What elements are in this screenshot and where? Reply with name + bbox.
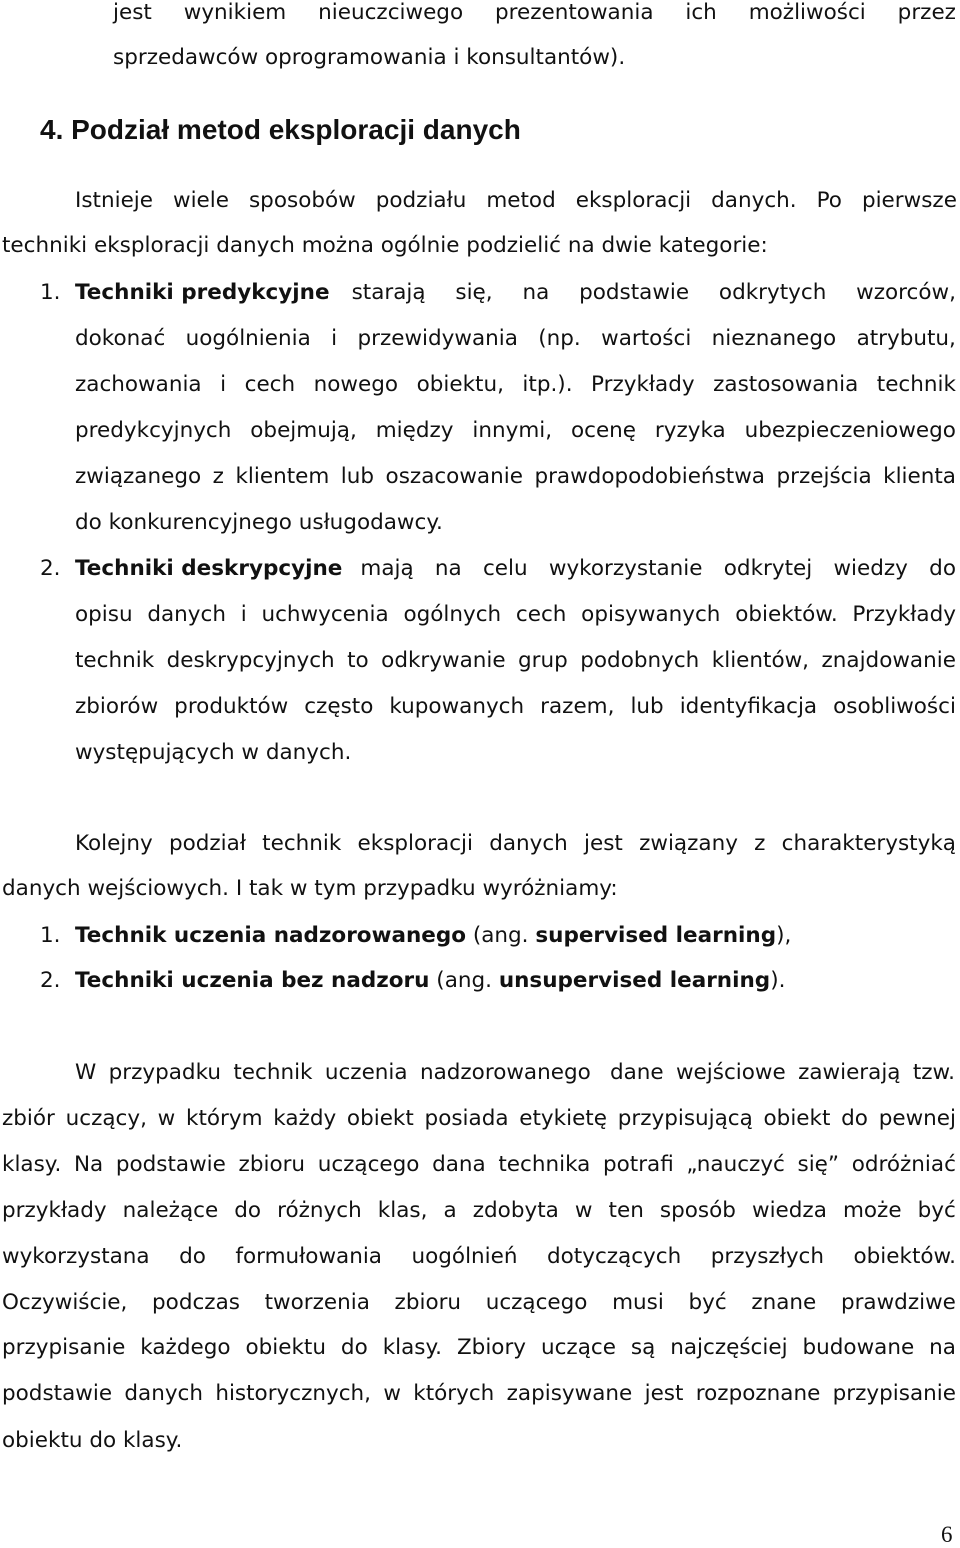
para1-line-1	[75, 190, 957, 212]
word: w	[383, 1381, 401, 1406]
word: a	[443, 1198, 457, 1223]
word: celu	[482, 556, 528, 581]
para3-line-5	[2, 1246, 956, 1268]
word: odkrywanie	[381, 648, 506, 673]
word: przejścia	[776, 464, 872, 489]
word: opisu	[75, 602, 133, 627]
page-number: 6	[941, 1522, 953, 1547]
item2-line-2	[75, 604, 956, 626]
word: klientem	[235, 464, 330, 489]
item2-line-1-rest	[360, 558, 956, 580]
word: technik	[262, 831, 342, 856]
word: uogólnień	[411, 1244, 518, 1269]
word: podstawie	[2, 1381, 113, 1406]
word: nowego	[313, 372, 399, 397]
word: prawdziwe	[840, 1290, 956, 1315]
word: podobnych	[580, 648, 700, 673]
word: Po	[816, 188, 842, 213]
word: sposób	[659, 1198, 736, 1223]
word: itp.).	[522, 372, 573, 397]
word: może	[842, 1198, 902, 1223]
word: zbioru	[394, 1290, 462, 1315]
word: formułowania	[235, 1244, 382, 1269]
word: ich	[685, 0, 717, 25]
word: (np.	[538, 326, 581, 351]
word: technik	[876, 372, 956, 397]
item1-line-3	[75, 374, 956, 396]
list2-item1-english: supervised learning	[535, 923, 777, 948]
section-heading: 4. Podział metod eksploracji danych	[40, 114, 521, 145]
word: do	[234, 1198, 262, 1223]
word: zbioru	[238, 1152, 306, 1177]
word: podczas	[152, 1290, 240, 1315]
word: dana	[432, 1152, 486, 1177]
word: na	[929, 1335, 956, 1360]
word: zachowania	[75, 372, 202, 397]
item1-line-5	[75, 466, 956, 488]
word: Przykłady	[591, 372, 695, 397]
word: „nauczyć	[686, 1152, 785, 1177]
word: wiedzy	[833, 556, 908, 581]
word: przez	[897, 0, 956, 25]
word: podziału	[375, 188, 467, 213]
word: wynikiem	[183, 0, 287, 25]
word: nieznanego	[711, 326, 837, 351]
word: między	[375, 418, 454, 443]
word: danych.	[711, 188, 797, 213]
word: podstawie	[579, 280, 690, 305]
word: nieuczciwego	[318, 0, 464, 25]
word: podział	[168, 831, 246, 856]
para3-line-4	[2, 1200, 956, 1222]
list2-item2-end: ).	[770, 968, 786, 993]
word: obiektu	[245, 1335, 326, 1360]
word: odróżniać	[851, 1152, 956, 1177]
para2-line-1	[75, 833, 956, 855]
word: rozpoznane	[695, 1381, 821, 1406]
word: cech	[515, 602, 567, 627]
list2-item1-number: 1.	[40, 923, 61, 948]
list2-item1	[75, 925, 791, 947]
word: W	[75, 1060, 97, 1085]
list2-item1-end: ),	[776, 923, 792, 948]
word: potrafi	[602, 1152, 674, 1177]
word: posiada	[424, 1106, 509, 1131]
word: zastosowania	[713, 372, 859, 397]
word: obejmują,	[250, 418, 357, 443]
word: lub	[340, 464, 375, 489]
word: zbiorów	[75, 694, 159, 719]
word: cech	[244, 372, 296, 397]
word: do	[841, 1106, 868, 1131]
intro-line-2: sprzedawców oprogramowania i konsultantów).	[113, 45, 626, 70]
word: znane	[751, 1290, 817, 1315]
word: musi	[612, 1290, 664, 1315]
word: i	[240, 602, 247, 627]
para3-line-3	[2, 1154, 956, 1176]
para3-line-2	[2, 1108, 956, 1130]
word: kupowanych	[389, 694, 525, 719]
word: klas,	[377, 1198, 428, 1223]
word: obiekt	[346, 1106, 414, 1131]
word: przypadku	[108, 1060, 221, 1085]
word: wejściowe	[675, 1060, 786, 1085]
item1-line-1	[75, 282, 956, 304]
word: identyfikacja	[679, 694, 818, 719]
word: są	[630, 1335, 656, 1360]
word: ogólnych	[403, 602, 502, 627]
word: i	[220, 372, 227, 397]
word: atrybutu,	[856, 326, 956, 351]
item2-number: 2.	[40, 556, 61, 581]
word: Oczywiście,	[2, 1290, 128, 1315]
word: danych	[124, 1381, 203, 1406]
word: uczący,	[65, 1106, 147, 1131]
word: produktów	[174, 694, 289, 719]
word: danych	[147, 602, 226, 627]
word: na	[434, 556, 462, 581]
word: klasy.	[2, 1152, 62, 1177]
word: pewnej	[878, 1106, 956, 1131]
word: etykietę	[519, 1106, 607, 1131]
word: obiektów.	[853, 1244, 956, 1269]
word: do	[340, 1335, 368, 1360]
word: możliwości	[748, 0, 866, 25]
word: wzorców,	[856, 280, 956, 305]
intro-line-1	[113, 2, 956, 24]
word: osobliwości	[833, 694, 956, 719]
word: podstawie	[115, 1152, 226, 1177]
word: odkrytych	[718, 280, 827, 305]
word: innymi,	[472, 418, 553, 443]
word: przypisanie	[2, 1335, 126, 1360]
word: starają	[351, 280, 426, 305]
word: klienta	[883, 464, 956, 489]
word: opisywanych	[581, 602, 721, 627]
word: i	[331, 326, 338, 351]
word: deskrypcyjnych	[166, 648, 335, 673]
word: każdego	[140, 1335, 231, 1360]
para1-line-2: techniki eksploracji danych można ogólnie podzielić na dwie kategorie:	[2, 233, 768, 258]
word: zdobyta	[472, 1198, 559, 1223]
word: przypisującą	[617, 1106, 753, 1131]
word: dokonać	[75, 326, 166, 351]
item1-line-6: do konkurencyjnego usługodawcy.	[75, 510, 443, 535]
word: ryzyka	[654, 418, 726, 443]
word: związanego	[75, 464, 202, 489]
word: przewidywania	[357, 326, 518, 351]
word: zapisywane	[506, 1381, 633, 1406]
word: Zbiory	[456, 1335, 527, 1360]
word: obiektu,	[416, 372, 504, 397]
word: obiekt	[763, 1106, 831, 1131]
word: się,	[455, 280, 493, 305]
word: uczącego	[485, 1290, 588, 1315]
word: przyszłych	[710, 1244, 824, 1269]
word: wartości	[601, 326, 692, 351]
word: z	[754, 831, 766, 856]
word: należące	[122, 1198, 219, 1223]
word: być	[917, 1198, 956, 1223]
para3-line-6	[2, 1292, 956, 1314]
word: w	[157, 1106, 176, 1131]
word: budowane	[802, 1335, 915, 1360]
word: wykorzystanie	[548, 556, 703, 581]
word: ten	[608, 1198, 644, 1223]
word: eksploracji	[575, 188, 692, 213]
word: być	[688, 1290, 727, 1315]
item1-line-4	[75, 420, 956, 442]
word: jest	[113, 0, 152, 25]
word: tworzenia	[264, 1290, 370, 1315]
word: ubezpieczeniowego	[744, 418, 956, 443]
para3-line-8	[2, 1383, 956, 1405]
item2-line-1	[75, 558, 956, 580]
word: uczącego	[317, 1152, 420, 1177]
word: znajdowanie	[821, 648, 956, 673]
item1-line-1-rest	[352, 282, 956, 304]
word: którym	[186, 1106, 263, 1131]
word: różnych	[277, 1198, 362, 1223]
word: zbiór	[2, 1106, 55, 1131]
word: mają	[360, 556, 414, 581]
word: dane	[603, 1060, 664, 1085]
word: zawierają	[798, 1060, 901, 1085]
item2-line-4	[75, 696, 956, 718]
list2-item2	[75, 970, 785, 992]
word: odkrytej	[723, 556, 813, 581]
word: w	[574, 1198, 593, 1223]
word: grup	[518, 648, 568, 673]
item1-term: Techniki predykcyjne	[75, 280, 330, 305]
para3-line-9: obiektu do klasy.	[2, 1428, 183, 1453]
para3-line-7	[2, 1337, 956, 1359]
item2-line-3	[75, 650, 956, 672]
word: technika	[498, 1152, 591, 1177]
word: przykłady	[2, 1198, 107, 1223]
word: predykcyjnych	[75, 418, 232, 443]
word: się”	[797, 1152, 840, 1177]
list2-item1-term: Technik uczenia nadzorowanego	[75, 923, 466, 948]
word: eksploracji	[357, 831, 473, 856]
word: pierwsze	[861, 188, 957, 213]
word: technik	[233, 1060, 313, 1085]
word: historycznych,	[215, 1381, 372, 1406]
word: dotyczących	[547, 1244, 682, 1269]
word: uogólnienia	[185, 326, 311, 351]
list2-item2-mid: (ang.	[429, 968, 499, 993]
word: uczenia	[324, 1060, 408, 1085]
word: danych	[489, 831, 568, 856]
word: sposobów	[248, 188, 356, 213]
item2-term: Techniki deskrypcyjne	[75, 556, 343, 581]
word: jest	[644, 1381, 684, 1406]
word: klientów,	[711, 648, 810, 673]
word: z	[212, 464, 224, 489]
word: wiele	[173, 188, 229, 213]
word: to	[347, 648, 369, 673]
word: Istnieje	[75, 188, 154, 213]
word: Kolejny	[75, 831, 153, 856]
word: uczące	[540, 1335, 616, 1360]
item1-number: 1.	[40, 280, 61, 305]
word: prawdopodobieństwa	[534, 464, 765, 489]
word: każdy	[273, 1106, 337, 1131]
word: tzw.	[912, 1060, 955, 1085]
word: związany	[639, 831, 738, 856]
list2-item2-english: unsupervised learning	[498, 968, 771, 993]
word: ocenę	[570, 418, 637, 443]
item1-line-2	[75, 328, 956, 350]
word: klasy.	[382, 1335, 442, 1360]
word: obiektów.	[735, 602, 838, 627]
item2-line-5: występujących w danych.	[75, 740, 352, 765]
list2-item1-mid: (ang.	[466, 923, 536, 948]
word: których	[413, 1381, 495, 1406]
word: jest	[584, 831, 623, 856]
word: do	[179, 1244, 206, 1269]
word: Przykłady	[852, 602, 956, 627]
list2-item2-number: 2.	[40, 968, 61, 993]
word: oszacowanie	[385, 464, 523, 489]
list2-item2-term: Techniki uczenia bez nadzoru	[75, 968, 430, 993]
word: uchwycenia	[261, 602, 389, 627]
word: technik	[75, 648, 155, 673]
word: do	[929, 556, 956, 581]
word: często	[304, 694, 374, 719]
para2-line-2: danych wejściowych. I tak w tym przypadku wyróżniamy:	[2, 876, 618, 901]
word: nadzorowanego	[419, 1060, 591, 1085]
word: prezentowania	[495, 0, 654, 25]
word: razem,	[540, 694, 615, 719]
word: najczęściej	[670, 1335, 788, 1360]
word: wykorzystana	[2, 1244, 150, 1269]
word: lub	[630, 694, 664, 719]
para3-line-1	[75, 1062, 955, 1084]
word: metod	[486, 188, 556, 213]
word: na	[522, 280, 550, 305]
word: przypisanie	[832, 1381, 956, 1406]
word: Na	[73, 1152, 104, 1177]
word: charakterystyką	[781, 831, 956, 856]
word: wiedza	[751, 1198, 827, 1223]
